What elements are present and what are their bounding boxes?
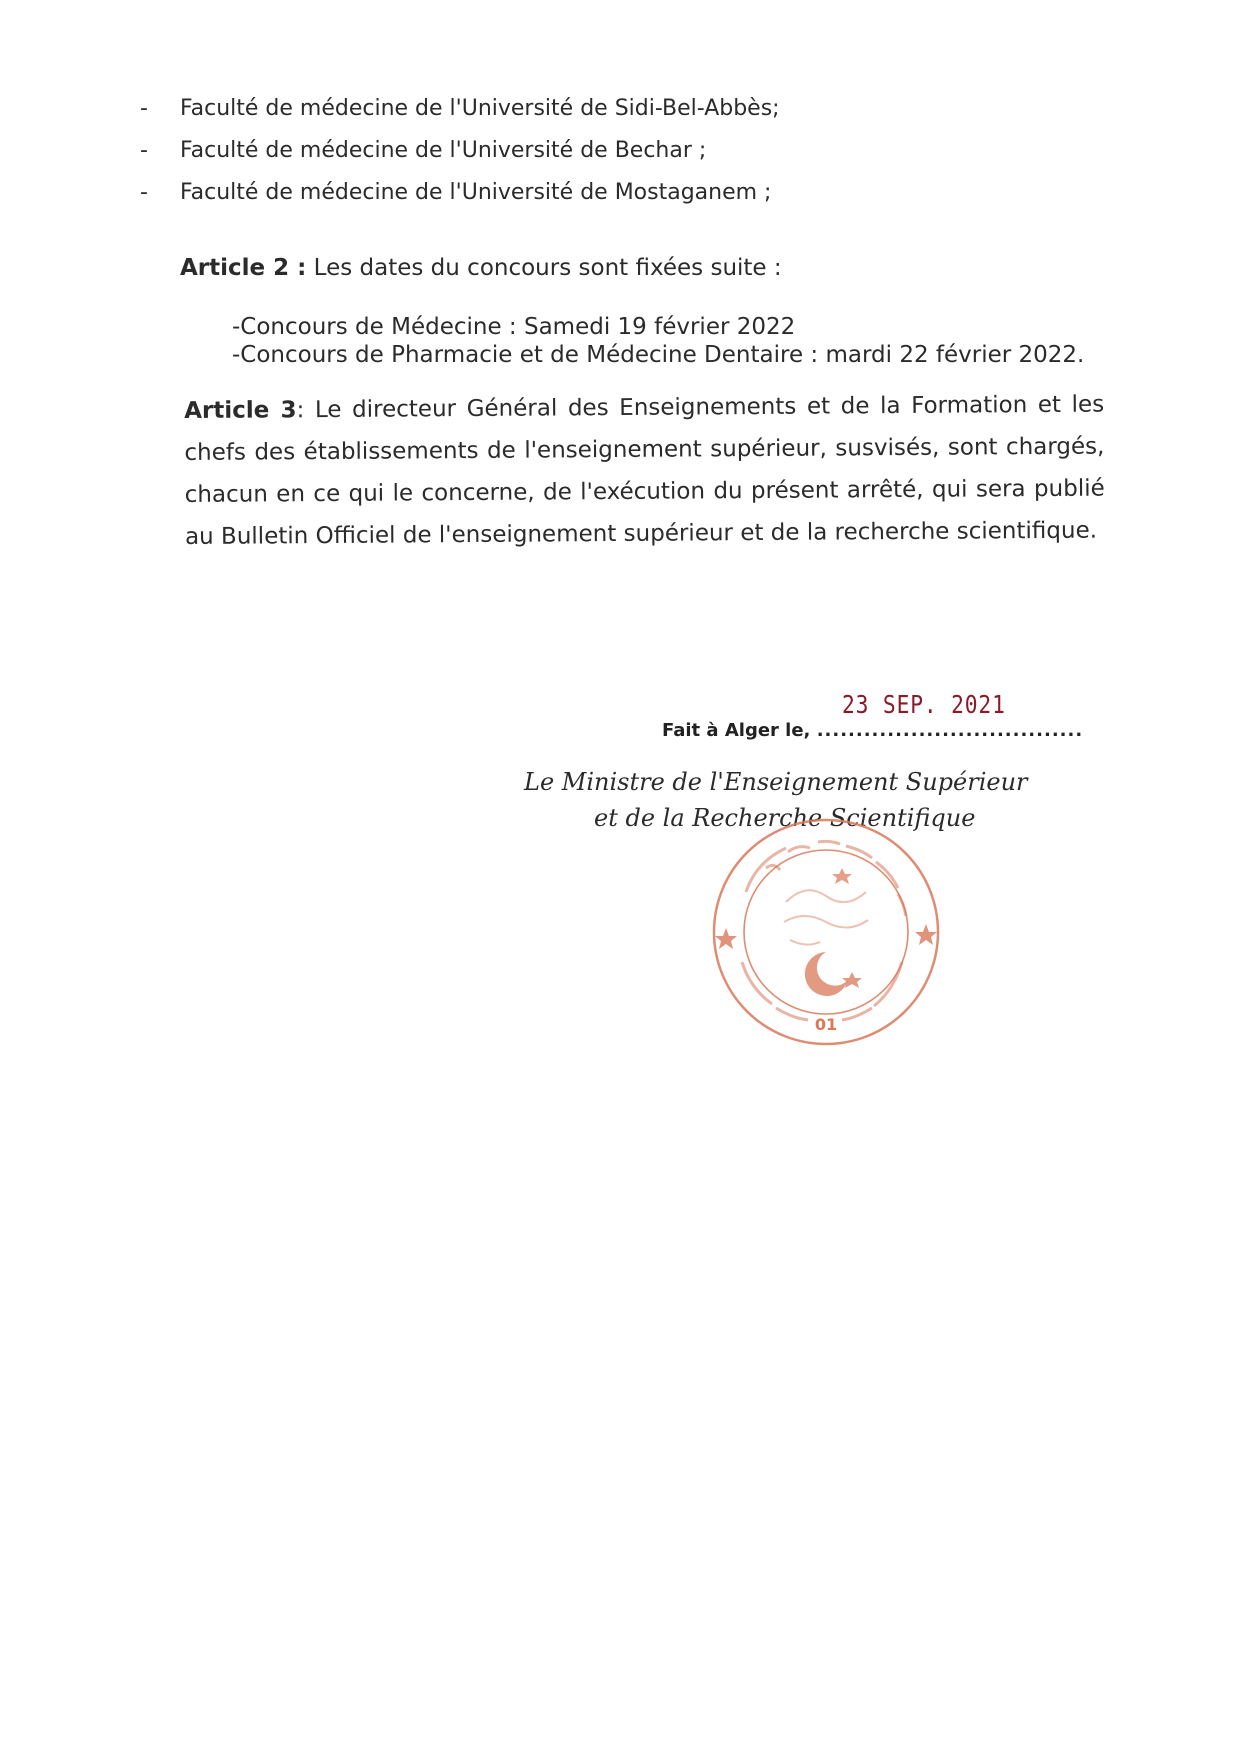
article-2 xyxy=(180,248,782,288)
minister-title-line-1: Le Ministre de l'Enseignement Supérieur xyxy=(524,768,1028,796)
star-icon xyxy=(715,928,737,949)
crescent-icon xyxy=(805,952,848,996)
list-item xyxy=(140,180,771,205)
article-3-separator: : xyxy=(296,397,305,424)
official-seal xyxy=(706,812,946,1052)
article-3 xyxy=(184,384,1105,558)
minister-title-line-2: et de la Recherche Scientifique xyxy=(594,804,976,832)
place-date-line xyxy=(662,720,1083,741)
article-2-heading: Article 2 : xyxy=(180,255,307,281)
bullet-dash: - xyxy=(140,138,148,163)
list-item-text: Faculté de médecine de l'Université de Mostaganem ; xyxy=(180,180,772,205)
bullet-dash: - xyxy=(140,180,148,205)
date-line-pharmacie: -Concours de Pharmacie et de Médecine Dentaire : mardi 22 février 2022. xyxy=(232,342,1085,368)
list-item-text: Faculté de médecine de l'Université de Sidi-Bel-Abbès; xyxy=(180,96,780,121)
article-3-heading: Article 3 xyxy=(184,397,297,424)
list-item-text: Faculté de médecine de l'Université de Bechar ; xyxy=(180,138,707,163)
date-line-medecine: -Concours de Médecine : Samedi 19 février 2022 xyxy=(232,314,796,340)
star-icon xyxy=(915,924,937,945)
bullet-dash: - xyxy=(140,96,148,121)
date-dots: .................................. xyxy=(816,720,1084,741)
list-item xyxy=(140,138,706,163)
place-label: Fait à Alger le, xyxy=(662,720,811,741)
list-item xyxy=(140,96,780,121)
stamped-date: 23 SEP. 2021 xyxy=(842,690,1006,719)
seal-number: 01 xyxy=(814,1015,838,1034)
article-2-text: Les dates du concours sont fixées suite : xyxy=(313,255,782,281)
star-icon xyxy=(832,868,852,884)
article-3-text: Le directeur Général des Enseignements et de la Formation et les chefs des établissements de l'enseignement supérieur, susvisés, sont chargés, chacun en ce qui le concerne, de l'exécution du présent arrêté, qui sera publié au Bulletin Officiel de l'enseignement supérieur et de la recherche scientifique. xyxy=(184,391,1105,550)
